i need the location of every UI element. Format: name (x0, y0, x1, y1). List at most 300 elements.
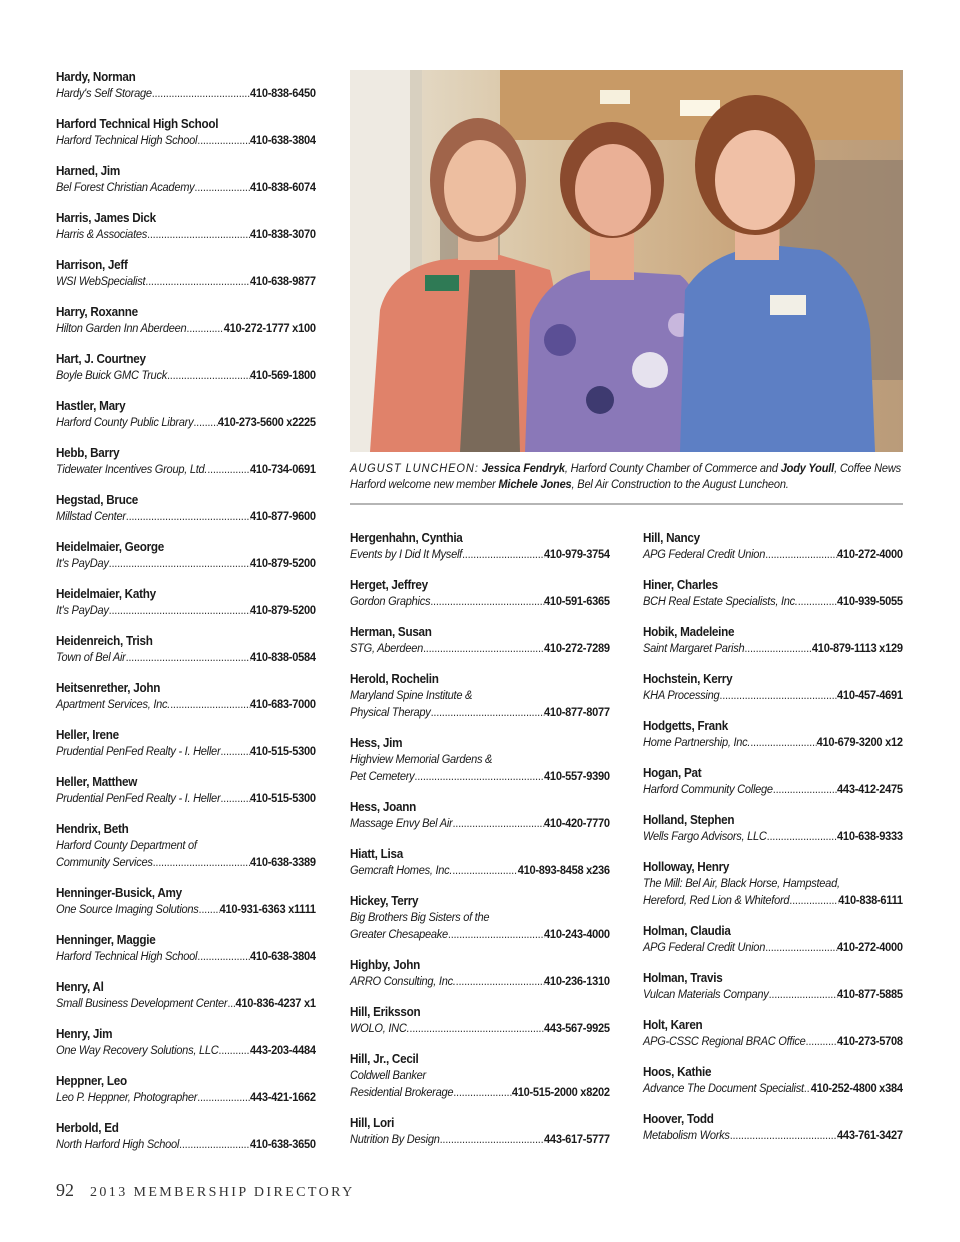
company-name: Hilton Garden Inn Aberdeen (56, 321, 187, 335)
phone-number: 443-412-2475 (837, 782, 903, 796)
company-phone-row (350, 546, 610, 563)
phone-number: 410-236-1310 (544, 974, 610, 988)
member-name: Hoover, Todd (643, 1111, 714, 1126)
leader-dots (440, 1131, 544, 1148)
phone-number: 410-420-7770 (544, 816, 610, 830)
company-name: Prudential PenFed Realty - I. Heller (56, 791, 221, 805)
directory-entry (350, 623, 610, 657)
company-line: Big Brothers Big Sisters of the (350, 910, 490, 924)
member-name: Heller, Matthew (56, 774, 138, 789)
directory-entry (643, 576, 903, 610)
member-name: Hiner, Charles (643, 577, 718, 592)
phone-number: 410-638-3389 (250, 855, 316, 869)
company-name: Prudential PenFed Realty - I. Heller (56, 744, 221, 758)
company-name: Metabolism Works (643, 1128, 730, 1142)
phone-number: 410-931-6363 x1111 (219, 902, 316, 916)
leader-dots (462, 546, 544, 563)
page-footer (56, 1180, 355, 1201)
member-name: Heidelmaier, George (56, 539, 165, 554)
directory-entry (643, 858, 903, 909)
member-name: Hebb, Barry (56, 445, 120, 460)
directory-entry (56, 256, 316, 290)
leader-dots (109, 602, 250, 619)
leader-dots (789, 892, 838, 909)
phone-number: 410-893-8458 x236 (517, 863, 610, 877)
phone-number: 410-272-7289 (544, 641, 610, 655)
company-name: Boyle Buick GMC Truck (56, 368, 167, 382)
leader-dots (430, 593, 544, 610)
directory-entry (56, 773, 316, 807)
directory-entry (56, 726, 316, 760)
member-name: Holman, Travis (643, 970, 723, 985)
directory-entry (350, 798, 610, 832)
leader-dots (199, 901, 220, 918)
company-phone-row (56, 995, 316, 1012)
company-name: APG Federal Credit Union (643, 547, 766, 561)
company-name: Advance The Document Specialist (643, 1081, 804, 1095)
member-name: Hickey, Terry (350, 893, 419, 908)
luncheon-photo (350, 70, 903, 452)
company-phone-row (643, 892, 903, 909)
directory-entry (643, 969, 903, 1003)
member-name: Hill, Eriksson (350, 1004, 421, 1019)
directory-entry (56, 931, 316, 965)
member-name: Hiatt, Lisa (350, 846, 403, 861)
member-name: Heller, Irene (56, 727, 119, 742)
company-phone-row (643, 687, 903, 704)
leader-dots (197, 132, 250, 149)
phone-number: 410-939-5055 (837, 594, 903, 608)
company-name: Apartment Services, Inc. (56, 697, 171, 711)
company-phone-row (56, 854, 316, 871)
member-name: Holland, Stephen (643, 812, 735, 827)
directory-entry (56, 679, 316, 713)
company-name: Small Business Development Center (56, 996, 228, 1010)
phone-number: 410-879-1113 x129 (811, 641, 903, 655)
leader-dots (744, 640, 812, 657)
company-name: Harford Technical High School (56, 133, 198, 147)
company-name: APG Federal Credit Union (643, 940, 766, 954)
directory-entry (350, 734, 610, 785)
company-phone-row (350, 1020, 610, 1037)
leader-dots (218, 1042, 250, 1059)
caption-name-3: Michele Jones (498, 477, 572, 491)
company-phone-row (643, 593, 903, 610)
company-phone-row (643, 986, 903, 1003)
directory-entry (350, 956, 610, 990)
member-name: Henninger-Busick, Amy (56, 885, 182, 900)
directory-entry (56, 538, 316, 572)
company-phone-row (350, 768, 610, 785)
company-name: Wells Fargo Advisors, LLC (643, 829, 767, 843)
caption-text-2: , Coffee News Harford welcome new member (350, 461, 902, 491)
member-name: Heitsenrether, John (56, 680, 161, 695)
phone-number: 410-638-3650 (250, 1137, 316, 1151)
company-phone-row (56, 273, 316, 290)
company-phone-row (56, 179, 316, 196)
company-phone-row (350, 704, 610, 721)
company-phone-row (56, 132, 316, 149)
company-phone-row (56, 85, 316, 102)
leader-dots (197, 1089, 250, 1106)
leader-dots (170, 696, 250, 713)
phone-number: 410-638-3804 (250, 133, 316, 147)
company-name: Millstad Center (56, 509, 126, 523)
leader-dots (207, 461, 250, 478)
member-name: Hoos, Kathie (643, 1064, 712, 1079)
leader-dots (423, 640, 544, 657)
member-name: Hochstein, Kerry (643, 671, 733, 686)
company-name: WOLO, INC. (350, 1021, 410, 1035)
directory-entry (56, 444, 316, 478)
member-name: Hill, Jr., Cecil (350, 1051, 419, 1066)
company-name: Events by I Did It Myself (350, 547, 462, 561)
member-name: Hogan, Pat (643, 765, 702, 780)
company-phone-row (56, 226, 316, 243)
phone-number: 410-457-4691 (837, 688, 903, 702)
directory-entry (56, 162, 316, 196)
company-name: APG-CSSC Regional BRAC Office (643, 1034, 806, 1048)
directory-entry (643, 529, 903, 563)
company-phone-row (350, 640, 610, 657)
company-name: Nutrition By Design (350, 1132, 440, 1146)
phone-number: 443-567-9925 (544, 1021, 610, 1035)
member-name: Hodgetts, Frank (643, 718, 729, 733)
company-name: Hardy's Self Storage (56, 86, 152, 100)
directory-entry (350, 670, 610, 721)
company-name: Saint Margaret Parish (643, 641, 745, 655)
caption-name-2: Jody Youll (780, 461, 835, 475)
phone-number: 410-569-1800 (250, 368, 316, 382)
caption-lead: AUGUST LUNCHEON: (350, 461, 479, 475)
leader-dots (767, 828, 837, 845)
member-name: Heppner, Leo (56, 1073, 127, 1088)
company-line: The Mill: Bel Air, Black Horse, Hampstead, (643, 876, 840, 890)
member-name: Harris, James Dick (56, 210, 156, 225)
phone-number: 410-638-9877 (250, 274, 316, 288)
member-name: Hergenhahn, Cynthia (350, 530, 463, 545)
directory-column-3 (643, 529, 903, 1157)
leader-dots (804, 1080, 811, 1097)
company-phone-row (56, 649, 316, 666)
leader-dots (765, 546, 837, 563)
leader-dots (193, 414, 217, 431)
phone-number: 410-638-3804 (250, 949, 316, 963)
phone-number: 410-879-5200 (250, 556, 316, 570)
member-name: Heidelmaier, Kathy (56, 586, 156, 601)
phone-number: 410-272-4000 (837, 547, 903, 561)
leader-dots (806, 1033, 838, 1050)
directory-entry (350, 1114, 610, 1148)
leader-dots (414, 768, 544, 785)
company-name: Massage Envy Bel Air (350, 816, 453, 830)
company-phone-row (56, 508, 316, 525)
phone-number: 410-838-6450 (250, 86, 316, 100)
leader-dots (453, 1084, 512, 1101)
phone-number: 410-734-0691 (250, 462, 316, 476)
company-name: Physical Therapy (350, 705, 431, 719)
phone-number: 410-877-9600 (250, 509, 316, 523)
caption-divider (350, 503, 903, 505)
member-name: Harrison, Jeff (56, 257, 128, 272)
directory-entry (643, 1110, 903, 1144)
phone-number: 410-252-4800 x384 (810, 1081, 903, 1095)
leader-dots (750, 734, 816, 751)
company-name: Harford Technical High School (56, 949, 198, 963)
company-phone-row (643, 1127, 903, 1144)
page-number: 92 (56, 1180, 74, 1200)
directory-entry (56, 978, 316, 1012)
phone-number: 410-272-1777 x100 (223, 321, 316, 335)
caption-text-1: , Harford County Chamber of Commerce and (564, 461, 781, 475)
phone-number: 443-617-5777 (544, 1132, 610, 1146)
directory-entry (56, 350, 316, 384)
leader-dots (126, 649, 250, 666)
photo-caption (350, 460, 902, 492)
company-phone-row (350, 1084, 610, 1101)
member-name: Hill, Lori (350, 1115, 395, 1130)
phone-number: 410-515-5300 (250, 791, 316, 805)
phone-number: 410-683-7000 (250, 697, 316, 711)
phone-number: 443-421-1662 (250, 1090, 316, 1104)
company-name: It's PayDay (56, 556, 109, 570)
phone-number: 410-515-5300 (250, 744, 316, 758)
member-name: Harford Technical High School (56, 116, 219, 131)
phone-number: 410-877-5885 (837, 987, 903, 1001)
company-phone-row (350, 926, 610, 943)
directory-column-2 (350, 529, 610, 1161)
company-name: Residential Brokerage (350, 1085, 454, 1099)
company-phone-row (56, 461, 316, 478)
directory-entry (643, 1063, 903, 1097)
company-phone-row (643, 1080, 903, 1097)
company-name: One Source Imaging Solutions (56, 902, 199, 916)
member-name: Heidenreich, Trish (56, 633, 153, 648)
directory-entry (643, 811, 903, 845)
leader-dots (194, 179, 250, 196)
leader-dots (773, 781, 837, 798)
phone-number: 410-838-6074 (250, 180, 316, 194)
company-name: BCH Real Estate Specialists, Inc. (643, 594, 798, 608)
directory-title: 2013 MEMBERSHIP DIRECTORY (90, 1185, 355, 1200)
company-name: Leo P. Heppner, Photographer (56, 1090, 198, 1104)
company-name: Tidewater Incentives Group, Ltd. (56, 462, 208, 476)
directory-entry (56, 1072, 316, 1106)
member-name: Herold, Rochelin (350, 671, 439, 686)
company-phone-row (56, 743, 316, 760)
company-phone-row (643, 1033, 903, 1050)
member-name: Harry, Roxanne (56, 304, 138, 319)
leader-dots (167, 367, 250, 384)
leader-dots (220, 790, 250, 807)
leader-dots (769, 986, 837, 1003)
company-phone-row (56, 555, 316, 572)
company-phone-row (56, 414, 316, 431)
directory-entry (350, 1050, 610, 1101)
leader-dots (227, 995, 235, 1012)
company-phone-row (56, 1089, 316, 1106)
leader-dots (179, 1136, 250, 1153)
directory-entry (350, 1003, 610, 1037)
phone-number: 410-836-4237 x1 (235, 996, 316, 1010)
company-phone-row (56, 602, 316, 619)
company-name: Harris & Associates (56, 227, 148, 241)
company-name: Gemcraft Homes, Inc. (350, 863, 453, 877)
company-name: Gordon Graphics (350, 594, 431, 608)
directory-entry (643, 922, 903, 956)
company-name: WSI WebSpecialist (56, 274, 146, 288)
leader-dots (153, 854, 250, 871)
leader-dots (456, 973, 544, 990)
company-name: KHA Processing (643, 688, 720, 702)
directory-entry (56, 585, 316, 619)
company-phone-row (643, 734, 903, 751)
company-name: Vulcan Materials Company (643, 987, 769, 1001)
company-name: Hereford, Red Lion & Whiteford (643, 893, 790, 907)
directory-entry (643, 764, 903, 798)
member-name: Hill, Nancy (643, 530, 700, 545)
company-line: Highview Memorial Gardens & (350, 752, 493, 766)
company-name: STG, Aberdeen (350, 641, 423, 655)
company-phone-row (643, 546, 903, 563)
company-phone-row (643, 781, 903, 798)
phone-number: 410-273-5600 x2225 (217, 415, 316, 429)
phone-number: 410-591-6365 (544, 594, 610, 608)
leader-dots (220, 743, 250, 760)
directory-column-1 (56, 68, 316, 1166)
leader-dots (109, 555, 250, 572)
company-phone-row (350, 815, 610, 832)
member-name: Hess, Joann (350, 799, 416, 814)
phone-number: 410-979-3754 (544, 547, 610, 561)
company-phone-row (350, 593, 610, 610)
phone-number: 410-877-8077 (544, 705, 610, 719)
member-name: Hastler, Mary (56, 398, 126, 413)
company-phone-row (56, 320, 316, 337)
directory-entry (56, 820, 316, 871)
member-name: Highby, John (350, 957, 420, 972)
company-phone-row (643, 939, 903, 956)
member-name: Herbold, Ed (56, 1120, 119, 1135)
member-name: Hess, Jim (350, 735, 403, 750)
company-phone-row (56, 901, 316, 918)
phone-number: 443-203-4484 (250, 1043, 316, 1057)
company-phone-row (56, 1042, 316, 1059)
phone-number: 410-515-2000 x8202 (511, 1085, 610, 1099)
phone-number: 410-838-3070 (250, 227, 316, 241)
directory-entry (56, 884, 316, 918)
leader-dots (798, 593, 837, 610)
member-name: Herman, Susan (350, 624, 432, 639)
directory-entry (56, 209, 316, 243)
company-name: Bel Forest Christian Academy (56, 180, 195, 194)
member-name: Hobik, Madeleine (643, 624, 735, 639)
leader-dots (126, 508, 250, 525)
directory-entry (56, 115, 316, 149)
phone-number: 410-273-5708 (837, 1034, 903, 1048)
phone-number: 410-243-4000 (544, 927, 610, 941)
directory-entry (643, 1016, 903, 1050)
directory-entry (643, 670, 903, 704)
company-line: Maryland Spine Institute & (350, 688, 473, 702)
phone-number: 410-879-5200 (250, 603, 316, 617)
company-name: One Way Recovery Solutions, LLC (56, 1043, 219, 1057)
phone-number: 410-557-9390 (544, 769, 610, 783)
directory-entry (56, 1025, 316, 1059)
company-line: Coldwell Banker (350, 1068, 426, 1082)
leader-dots (452, 815, 544, 832)
directory-entry (350, 576, 610, 610)
directory-entry (56, 303, 316, 337)
member-name: Hart, J. Courtney (56, 351, 146, 366)
leader-dots (409, 1020, 544, 1037)
directory-entry (56, 397, 316, 431)
leader-dots (431, 704, 544, 721)
company-name: Town of Bel Air (56, 650, 126, 664)
leader-dots (147, 226, 250, 243)
directory-entry (350, 892, 610, 943)
phone-number: 410-838-0584 (250, 650, 316, 664)
luncheon-photo-illustration (350, 70, 903, 452)
company-name: Community Services (56, 855, 153, 869)
phone-number: 443-761-3427 (837, 1128, 903, 1142)
leader-dots (765, 939, 837, 956)
leader-dots (452, 862, 517, 879)
company-name: Harford County Public Library (56, 415, 194, 429)
member-name: Henry, Jim (56, 1026, 113, 1041)
directory-entry (350, 845, 610, 879)
directory-entry (643, 623, 903, 657)
caption-text-3: , Bel Air Construction to the August Luncheon. (571, 477, 789, 491)
company-phone-row (56, 790, 316, 807)
member-name: Hardy, Norman (56, 69, 136, 84)
company-phone-row (350, 1131, 610, 1148)
member-name: Hegstad, Bruce (56, 492, 139, 507)
company-phone-row (643, 828, 903, 845)
phone-number: 410-638-9333 (837, 829, 903, 843)
company-name: ARRO Consulting, Inc. (350, 974, 456, 988)
company-name: Home Partnership, Inc. (643, 735, 751, 749)
leader-dots (719, 687, 837, 704)
member-name: Herget, Jeffrey (350, 577, 428, 592)
phone-number: 410-679-3200 x12 (816, 735, 903, 749)
company-phone-row (56, 1136, 316, 1153)
leader-dots (197, 948, 250, 965)
member-name: Holt, Karen (643, 1017, 703, 1032)
company-name: Greater Chesapeake (350, 927, 448, 941)
company-phone-row (350, 973, 610, 990)
directory-entry (56, 491, 316, 525)
company-name: Pet Cemetery (350, 769, 415, 783)
phone-number: 410-838-6111 (838, 893, 903, 907)
company-name: Harford Community College (643, 782, 773, 796)
leader-dots (152, 85, 250, 102)
directory-entry (643, 717, 903, 751)
company-phone-row (350, 862, 610, 879)
member-name: Henninger, Maggie (56, 932, 156, 947)
company-name: It's PayDay (56, 603, 109, 617)
company-phone-row (56, 948, 316, 965)
caption-name-1: Jessica Fendryk (481, 461, 565, 475)
company-phone-row (56, 367, 316, 384)
leader-dots (448, 926, 544, 943)
directory-entry (56, 1119, 316, 1153)
phone-number: 410-272-4000 (837, 940, 903, 954)
company-name: North Harford High School (56, 1137, 180, 1151)
leader-dots (730, 1127, 837, 1144)
directory-entry (56, 632, 316, 666)
member-name: Holman, Claudia (643, 923, 731, 938)
